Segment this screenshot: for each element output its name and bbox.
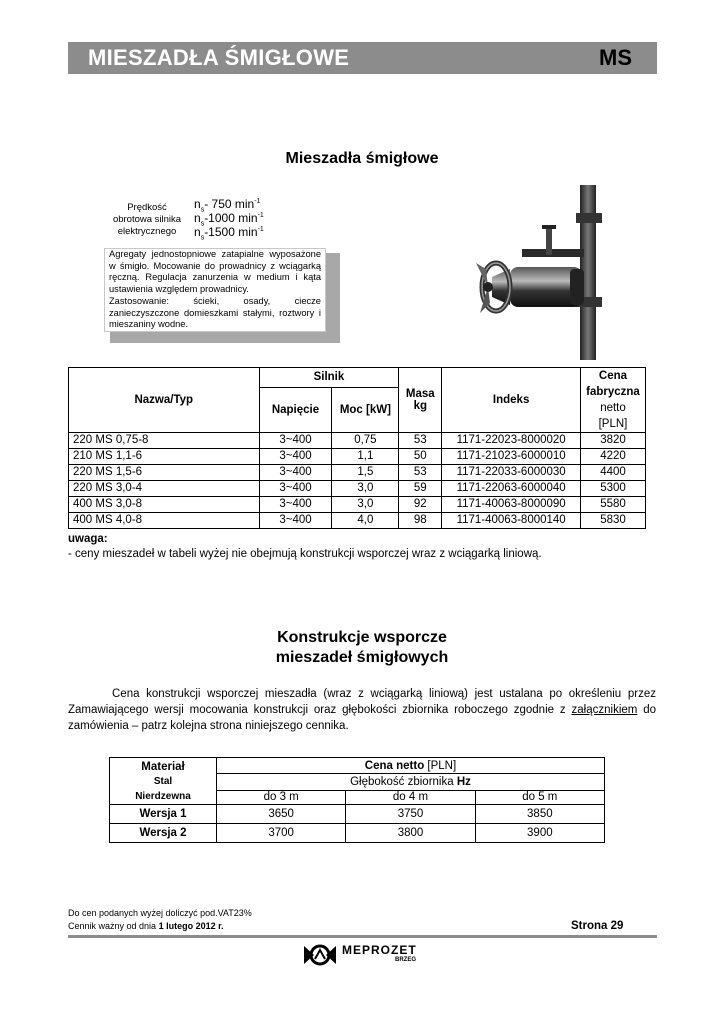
col-header-price: Cena fabryczna netto [PLN] (580, 368, 645, 433)
footer-rule (68, 935, 657, 938)
table-row: 400 MS 4,0-8 3~400 4,0 98 1171-40063-8000140 5830 (69, 513, 646, 529)
mixer-product-image (470, 185, 610, 360)
speed-row: $n_s-1500$ $\min^{-1}$ (194, 225, 264, 242)
depth-col: do 4 m (346, 790, 475, 804)
table-row: 220 MS 1,5-6 3~400 1,5 53 1171-22033-6000030 4400 (69, 465, 646, 481)
page-title: Mieszadła śmigłowe (285, 150, 439, 167)
section-title: Konstrukcje wsporcze mieszadeł śmigłowych (275, 629, 449, 666)
col-header-motor: Silnik (259, 368, 399, 388)
depth-col: do 3 m (217, 790, 346, 804)
page-number: Strona 29 (571, 920, 624, 932)
speed-row: $n_s-$ 750 $\min^{-1}$ (194, 197, 261, 214)
validity-note: Cennik ważny od dnia 1 lutego 2012 r. (68, 921, 224, 931)
header-title: MIESZADŁA ŚMIGŁOWE (88, 45, 350, 70)
price-header: Cena netto [PLN] (217, 758, 605, 774)
col-header-mass: Masa kg (399, 368, 442, 433)
description-usage-text: zanieczyszczone domieszkami stałymi, roztwory i mieszaniny wodne. (109, 307, 321, 330)
table-row: 220 MS 0,75-8 3~400 0,75 53 1171-22023-8000020 3820 (69, 433, 646, 449)
attachment-link: załącznikiem (571, 704, 638, 716)
pricing-paragraph: Cena konstrukcji wsporczej mieszadła (wraz z wciągarką liniową) jest ustalana po określeniu przez Zamawiającego wersji mocowania konstrukcji oraz głębokości zbiornika roboczego zgodnie z załącznikiem do zamówienia – patrz kolejna strona niniejszego cennika. (68, 688, 657, 732)
table-row: Wersja 2 3700 3800 3900 (110, 824, 605, 843)
description-text: Agregaty jednostopniowe zatapialne wyposażone w śmigło. Mocowanie do prowadnicy z wciągarką ręczną. Regulacja zanurzenia w medium i kąta ustawienia względem prowadnicy. (109, 249, 321, 295)
col-header-power: Moc [kW] (332, 387, 399, 433)
speed-row: $n_s-1000$ $\min^{-1}$ (194, 211, 264, 228)
depth-header: Głębokość zbiornika Hz (217, 774, 605, 790)
meprozet-logo-icon (302, 943, 338, 967)
col-header-voltage: Napięcie (259, 387, 332, 433)
speed-label-line: Prędkość (127, 202, 167, 213)
note-heading: uwaga: (68, 533, 108, 545)
table-row: 400 MS 3,0-8 3~400 3,0 92 1171-40063-8000090 5580 (69, 497, 646, 513)
table-row: Wersja 1 3650 3750 3850 (110, 805, 605, 824)
table-row: 210 MS 1,1-6 3~400 1,1 50 1171-21023-6000010 4220 (69, 449, 646, 465)
products-table (68, 367, 646, 529)
logo-name: MEPROZET (342, 943, 417, 957)
depth-col: do 5 m (475, 790, 604, 804)
logo-subtitle: BRZEG (395, 957, 416, 963)
col-header-name: Nazwa/Typ (69, 368, 260, 433)
description-box (104, 248, 326, 332)
vat-note: Do cen podanych wyżej doliczyć pod.VAT23% (68, 908, 252, 918)
header-code: MS (599, 45, 632, 70)
table-row: 220 MS 3,0-4 3~400 3,0 59 1171-22063-6000040 5300 (69, 481, 646, 497)
speed-label-line: obrotowa silnika (112, 214, 182, 225)
material-header: Materiał Stal Nierdzewna (110, 758, 217, 805)
speed-label-line: elektrycznego (117, 226, 177, 237)
support-price-table (109, 757, 605, 843)
col-header-index: Indeks (442, 368, 581, 433)
description-usage-line: Zastosowanie: ścieki, osady, ciecze (109, 295, 321, 306)
note-text: - ceny mieszadeł w tabeli wyżej nie obejmują konstrukcji wsporczej wraz z wciągarką liniową. (68, 548, 542, 560)
